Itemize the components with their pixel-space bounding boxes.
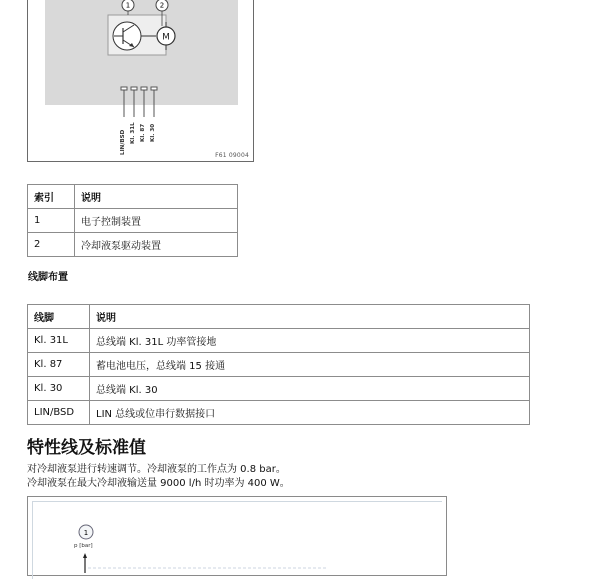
chart-callout-label: 1 bbox=[83, 529, 89, 537]
table-row bbox=[28, 329, 530, 353]
column-header: 索引 bbox=[28, 185, 75, 209]
motor-symbol: M bbox=[162, 32, 170, 43]
paragraph-line: 对冷却液泵进行转速调节。冷却液泵的工作点为 0.8 bar。 bbox=[27, 464, 286, 475]
pin-label-kl87: Kl. 87 bbox=[140, 123, 146, 142]
pin-label-lin-bsd: LIN/BSD bbox=[120, 129, 126, 155]
description-cell: 总线端 Kl. 30 bbox=[90, 377, 530, 401]
index-table bbox=[27, 184, 238, 257]
pin-label-kl30: Kl. 30 bbox=[150, 123, 156, 142]
pin-assignment-table bbox=[27, 304, 530, 425]
component-diagram bbox=[27, 0, 254, 162]
transistor-icon bbox=[113, 22, 141, 50]
description-cell: 冷却液泵驱动装置 bbox=[75, 233, 238, 257]
column-header: 说明 bbox=[75, 185, 238, 209]
index-cell: 1 bbox=[28, 209, 75, 233]
description-cell: LIN 总线或位串行数据接口 bbox=[90, 401, 530, 425]
table-header-row bbox=[28, 305, 530, 329]
table-row bbox=[28, 233, 238, 257]
pin-cell: LIN/BSD bbox=[28, 401, 90, 425]
pin-cell: Kl. 87 bbox=[28, 353, 90, 377]
table-row bbox=[28, 401, 530, 425]
section-title: 特性线及标准值 bbox=[27, 438, 146, 458]
characteristic-curve-figure bbox=[27, 496, 447, 576]
description-cell: 总线端 Kl. 31L 功率管接地 bbox=[90, 329, 530, 353]
chart-drawing bbox=[28, 497, 448, 577]
table-row bbox=[28, 209, 238, 233]
paragraph-line: 冷却液泵在最大冷却液输送量 9000 l/h 时功率为 400 W。 bbox=[27, 478, 290, 489]
callout-1-label: 1 bbox=[125, 1, 131, 10]
table-row bbox=[28, 353, 530, 377]
description-cell: 蓄电池电压，总线端 15 接通 bbox=[90, 353, 530, 377]
column-header: 说明 bbox=[90, 305, 530, 329]
pin-cell: Kl. 30 bbox=[28, 377, 90, 401]
column-header: 线脚 bbox=[28, 305, 90, 329]
pin-assignment-heading: 线脚布置 bbox=[28, 272, 68, 283]
figure-code: F61 09004 bbox=[215, 152, 249, 159]
pin-label-kl31l: Kl. 31L bbox=[130, 122, 136, 144]
y-axis-label: p [bar] bbox=[74, 543, 93, 549]
pin-cell: Kl. 31L bbox=[28, 329, 90, 353]
table-row bbox=[28, 377, 530, 401]
y-axis-arrow bbox=[83, 553, 87, 558]
table-header-row bbox=[28, 185, 238, 209]
callout-2-label: 2 bbox=[159, 1, 165, 10]
index-cell: 2 bbox=[28, 233, 75, 257]
description-cell: 电子控制装置 bbox=[75, 209, 238, 233]
